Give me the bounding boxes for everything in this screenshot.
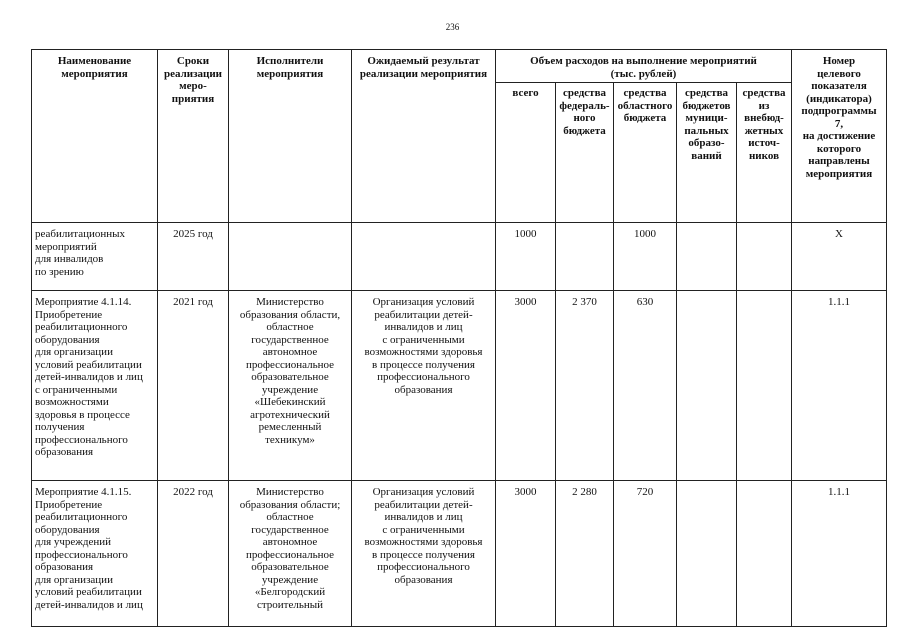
cell-indicator: Х bbox=[792, 223, 887, 291]
header-federal: средства федераль- ного бюджета bbox=[556, 83, 614, 223]
table-row bbox=[32, 223, 887, 291]
cell-total: 3000 bbox=[496, 481, 556, 627]
cell-executor: Министерство образования области; областное государственное автономное профессиональное образовательное учреждение «Белгородский строительный bbox=[229, 481, 352, 627]
cell-total: 1000 bbox=[496, 223, 556, 291]
cell-result bbox=[352, 223, 496, 291]
cell-regional: 630 bbox=[614, 291, 677, 481]
cell-indicator: 1.1.1 bbox=[792, 291, 887, 481]
cell-federal: 2 280 bbox=[556, 481, 614, 627]
cell-total: 3000 bbox=[496, 291, 556, 481]
cell-offbudget bbox=[737, 291, 792, 481]
cell-regional: 720 bbox=[614, 481, 677, 627]
header-total: всего bbox=[496, 83, 556, 223]
cell-municipal bbox=[677, 223, 737, 291]
table-row bbox=[32, 291, 887, 481]
cell-term: 2021 год bbox=[158, 291, 229, 481]
table-row bbox=[32, 481, 887, 627]
cell-result: Организация условий реабилитации детей- инвалидов и лиц с ограниченными возможностями здоровья в процессе получения профессионального образования bbox=[352, 291, 496, 481]
cell-name: реабилитационных мероприятий для инвалидов по зрению bbox=[32, 223, 158, 291]
cell-term: 2022 год bbox=[158, 481, 229, 627]
cell-regional: 1000 bbox=[614, 223, 677, 291]
header-offbudget: средства из внебюд- жетных источ- ников bbox=[737, 83, 792, 223]
header-name: Наименование мероприятия bbox=[32, 50, 158, 223]
header-terms: Сроки реализации меро- приятия bbox=[158, 50, 229, 223]
cell-executor: Министерство образования области, областное государственное автономное профессиональное образовательное учреждение «Шебекинский агротехнический ремесленный техникум» bbox=[229, 291, 352, 481]
cell-offbudget bbox=[737, 223, 792, 291]
header-executors: Исполнители мероприятия bbox=[229, 50, 352, 223]
cell-name: Мероприятие 4.1.15. Приобретение реабилитационного оборудования для учреждений профессионального образования для организации условий реабилитации детей-инвалидов и лиц bbox=[32, 481, 158, 627]
header-indicator: Номер целевого показателя (индикатора) подпрограммы 7, на достижение которого направлены мероприятия bbox=[792, 50, 887, 223]
cell-name: Мероприятие 4.1.14. Приобретение реабилитационного оборудования для организации условий реабилитации детей-инвалидов и лиц с ограниченными возможностями здоровья в процессе получения профессионального образования bbox=[32, 291, 158, 481]
header-result: Ожидаемый результат реализации мероприятия bbox=[352, 50, 496, 223]
cell-executor bbox=[229, 223, 352, 291]
page-number: 236 bbox=[445, 22, 460, 32]
cell-term: 2025 год bbox=[158, 223, 229, 291]
header-row-main bbox=[32, 50, 887, 83]
cell-federal bbox=[556, 223, 614, 291]
cell-federal: 2 370 bbox=[556, 291, 614, 481]
cell-municipal bbox=[677, 481, 737, 627]
header-regional: средства областного бюджета bbox=[614, 83, 677, 223]
cell-indicator: 1.1.1 bbox=[792, 481, 887, 627]
cell-offbudget bbox=[737, 481, 792, 627]
header-expenses-group: Объем расходов на выполнение мероприятий (тыс. рублей) bbox=[496, 50, 792, 83]
cell-municipal bbox=[677, 291, 737, 481]
header-municipal: средства бюджетов муници- пальных образо- ваний bbox=[677, 83, 737, 223]
budget-table bbox=[31, 49, 887, 627]
cell-result: Организация условий реабилитации детей- инвалидов и лиц с ограниченными возможностями здоровья в процессе получения профессионального образования bbox=[352, 481, 496, 627]
